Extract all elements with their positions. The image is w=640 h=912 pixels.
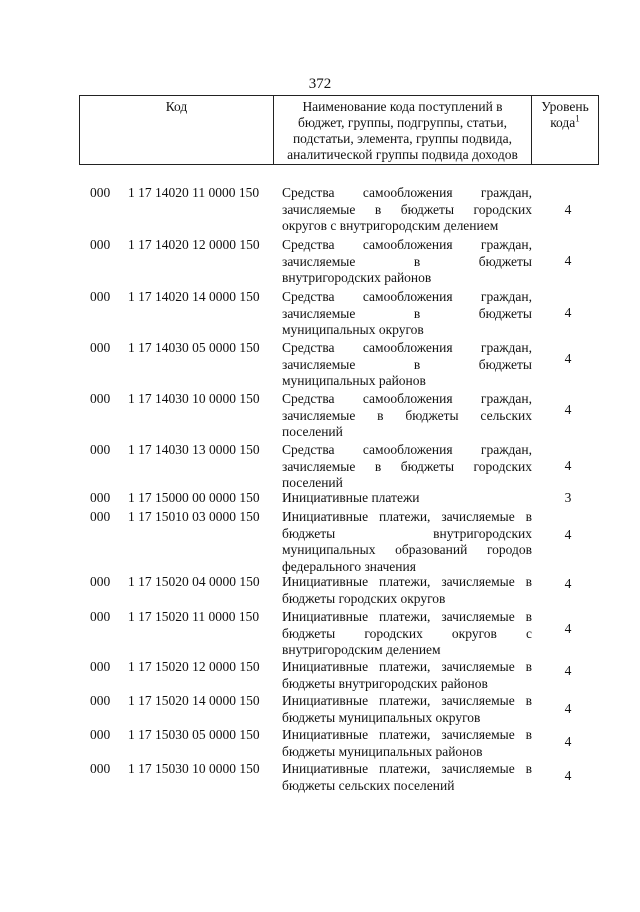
revenue-code: 1 17 14030 05 0000 150	[128, 340, 260, 355]
revenue-code: 1 17 14020 12 0000 150	[128, 237, 260, 252]
page-number: 372	[308, 76, 332, 92]
admin-code: 000	[90, 574, 111, 589]
revenue-name-line: Инициативные платежи, зачисляемые в	[282, 761, 532, 776]
revenue-name-line: зачисляемые в бюджеты	[282, 305, 532, 321]
revenue-name-line: Средства самообложения граждан,	[282, 442, 532, 457]
revenue-name	[282, 185, 532, 235]
revenue-name	[282, 609, 532, 659]
code-level: 4	[564, 621, 572, 636]
revenue-name-line: Инициативные платежи, зачисляемые в	[282, 693, 532, 708]
admin-code: 000	[90, 185, 111, 200]
revenue-name-line: Средства самообложения граждан,	[282, 289, 532, 304]
code-level: 4	[564, 351, 572, 366]
revenue-name	[282, 509, 532, 575]
revenue-name-line: зачисляемые в бюджеты городских	[282, 458, 532, 474]
code-level: 3	[564, 490, 572, 505]
revenue-name	[282, 659, 532, 692]
revenue-code: 1 17 14030 13 0000 150	[128, 442, 260, 457]
revenue-name-line: бюджеты муниципальных районов	[282, 743, 483, 759]
revenue-name-line: Средства самообложения граждан,	[282, 237, 532, 252]
revenue-name	[282, 289, 532, 339]
header-code: Код	[80, 96, 274, 164]
revenue-name-line: внутригородских районов	[282, 270, 432, 285]
revenue-name	[282, 442, 532, 492]
revenue-name-line: Инициативные платежи	[282, 490, 420, 505]
revenue-code: 1 17 15020 12 0000 150	[128, 659, 260, 674]
code-level: 4	[564, 701, 572, 716]
header-name-line: бюджет, группы, подгруппы, статьи,	[298, 115, 507, 130]
revenue-name-line: бюджеты городских округов	[282, 590, 446, 606]
code-level: 4	[564, 402, 572, 417]
revenue-name	[282, 761, 532, 794]
revenue-code: 1 17 15000 00 0000 150	[128, 490, 260, 505]
admin-code: 000	[90, 442, 111, 457]
revenue-code: 1 17 15020 04 0000 150	[128, 574, 260, 589]
revenue-code: 1 17 15030 10 0000 150	[128, 761, 260, 776]
revenue-code: 1 17 15020 14 0000 150	[128, 693, 260, 708]
revenue-name-line: бюджеты сельских поселений	[282, 777, 455, 793]
revenue-name-line: зачисляемые в бюджеты городских	[282, 201, 532, 217]
revenue-name-line: Инициативные платежи, зачисляемые в	[282, 659, 532, 674]
revenue-name-line: бюджеты муниципальных округов	[282, 709, 481, 725]
revenue-name-line: муниципальных образований городов	[282, 542, 532, 557]
header-name-line: подстатьи, элемента, группы подвида,	[292, 131, 513, 146]
revenue-name-line: бюджеты внутригородских районов	[282, 675, 488, 691]
header-level-word: кода	[550, 115, 576, 130]
header-level-line1: Уровень	[541, 99, 589, 114]
code-level: 4	[564, 527, 572, 542]
revenue-name-line: муниципальных районов	[282, 373, 426, 388]
revenue-name-line: Средства самообложения граждан,	[282, 391, 532, 406]
admin-code: 000	[90, 761, 111, 776]
code-level: 4	[564, 305, 572, 320]
revenue-code: 1 17 15030 05 0000 150	[128, 727, 260, 742]
revenue-name	[282, 340, 532, 390]
revenue-name	[282, 490, 532, 507]
revenue-name-line: бюджеты внутригородских	[282, 525, 532, 541]
code-level: 4	[564, 734, 572, 749]
revenue-name-line: федерального значения	[282, 558, 416, 574]
code-level: 4	[564, 768, 572, 783]
code-level: 4	[564, 576, 572, 591]
revenue-name	[282, 693, 532, 726]
revenue-code: 1 17 15020 11 0000 150	[128, 609, 260, 624]
code-level: 4	[564, 663, 572, 678]
revenue-code: 1 17 14030 10 0000 150	[128, 391, 260, 406]
revenue-name-line: поселений	[282, 475, 343, 490]
admin-code: 000	[90, 727, 111, 742]
header-name-line: аналитической группы подвида доходов	[287, 147, 518, 162]
revenue-name-line: Инициативные платежи, зачисляемые в	[282, 509, 532, 524]
admin-code: 000	[90, 340, 111, 355]
header-level-footnote: 1	[575, 113, 580, 124]
revenue-name-line: муниципальных округов	[282, 322, 424, 337]
revenue-name	[282, 574, 532, 607]
revenue-name-line: поселений	[282, 424, 343, 439]
admin-code: 000	[90, 391, 111, 406]
admin-code: 000	[90, 289, 111, 304]
code-level: 4	[564, 458, 572, 473]
revenue-name-line: бюджеты городских округов с	[282, 625, 532, 641]
code-level: 4	[564, 202, 572, 217]
revenue-code: 1 17 14020 14 0000 150	[128, 289, 260, 304]
revenue-name-line: Инициативные платежи, зачисляемые в	[282, 574, 532, 589]
revenue-name-line: Инициативные платежи, зачисляемые в	[282, 609, 532, 624]
admin-code: 000	[90, 609, 111, 624]
admin-code: 000	[90, 693, 111, 708]
revenue-name-line: Средства самообложения граждан,	[282, 185, 532, 200]
revenue-name-line: зачисляемые в бюджеты сельских	[282, 407, 532, 423]
revenue-name	[282, 391, 532, 441]
admin-code: 000	[90, 659, 111, 674]
revenue-code: 1 17 14020 11 0000 150	[128, 185, 260, 200]
header-name-line: Наименование кода поступлений в	[302, 99, 503, 114]
revenue-name-line: Средства самообложения граждан,	[282, 340, 532, 355]
admin-code: 000	[90, 490, 111, 505]
code-level: 4	[564, 253, 572, 268]
revenue-code: 1 17 15010 03 0000 150	[128, 509, 260, 524]
admin-code: 000	[90, 509, 111, 524]
revenue-name-line: округов с внутригородским делением	[282, 218, 499, 233]
admin-code: 000	[90, 237, 111, 252]
revenue-name-line: зачисляемые в бюджеты	[282, 356, 532, 372]
revenue-name	[282, 727, 532, 760]
revenue-name-line: Инициативные платежи, зачисляемые в	[282, 727, 532, 742]
revenue-name	[282, 237, 532, 287]
revenue-name-line: зачисляемые в бюджеты	[282, 253, 532, 269]
revenue-name-line: внутригородским делением	[282, 642, 441, 657]
